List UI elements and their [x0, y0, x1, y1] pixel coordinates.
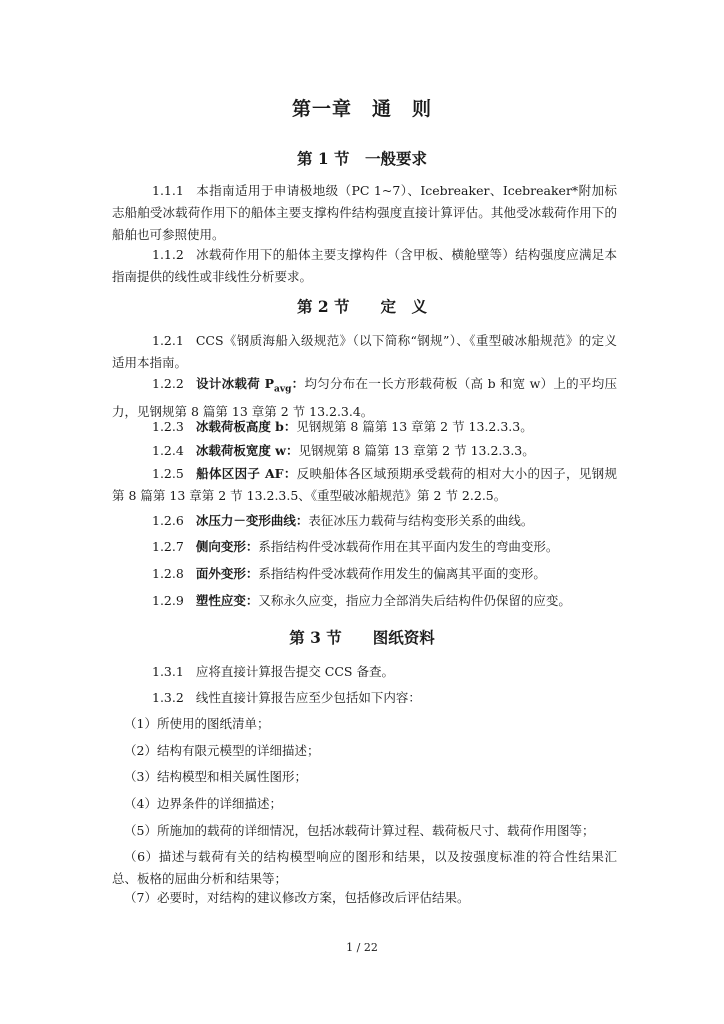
- term-colon: ：: [245, 539, 259, 554]
- list-item: （1）所使用的图纸清单；: [124, 716, 270, 731]
- clause-text: 见钢规第 8 篇第 13 章第 2 节 13.2.3.3。: [298, 443, 535, 458]
- clause-number: 1.2.2: [152, 376, 184, 391]
- paragraph-1-2-8: [112, 563, 617, 585]
- section-heading-3: 第 3 节 图纸资料: [289, 628, 435, 647]
- clause-number: 1.2.6: [152, 513, 184, 528]
- term-colon: ：: [245, 566, 259, 581]
- paragraph-1-3-1: [112, 661, 617, 683]
- list-item: （7）必要时，对结构的建议修改方案，包括修改后评估结果。: [124, 890, 470, 905]
- clause-text: 应将直接计算报告提交 CCS 备查。: [195, 664, 394, 679]
- paragraph-1-1-2: [112, 244, 617, 288]
- term-colon: ：: [291, 376, 305, 391]
- section-heading-1: 第 1 节 一般要求: [296, 149, 428, 168]
- term-colon: ：: [245, 593, 259, 608]
- list-item: （2）结构有限元模型的详细描述；: [124, 743, 320, 758]
- term: 冰载荷板宽度 w: [195, 443, 286, 458]
- clause-text: 线性直接计算报告应至少包括如下内容：: [195, 690, 421, 705]
- clause-text: 见钢规第 8 篇第 13 章第 2 节 13.2.3.3。: [296, 419, 533, 434]
- clause-text: 又称永久应变，指应力全部消失后结构件仍保留的应变。: [258, 593, 571, 608]
- clause-text: 系指结构件受冰载荷作用发生的偏离其平面的变形。: [258, 566, 546, 581]
- term-colon: ：: [283, 419, 297, 434]
- clause-number: 1.1.1: [152, 183, 184, 198]
- clause-text: 本指南适用于申请极地级（PC 1~7）、Icebreaker、Icebreaker*附加标志船舶受冰载荷作用下的船体主要支撑构件结构强度直接计算评估。其他受冰载荷作用下的船舶也可参照使用。: [112, 183, 617, 242]
- paragraph-1-2-3: [112, 416, 617, 438]
- clause-number: 1.2.3: [152, 419, 184, 434]
- clause-number: 1.2.1: [152, 333, 184, 348]
- clause-text: 冰载荷作用下的船体主要支撑构件（含甲板、横舱壁等）结构强度应满足本指南提供的线性或非线性分析要求。: [112, 247, 617, 284]
- clause-number: 1.2.5: [152, 466, 184, 481]
- list-item: （4）边界条件的详细描述；: [124, 796, 282, 811]
- paragraph-1-2-6: [112, 510, 617, 532]
- term-colon: ：: [285, 443, 299, 458]
- clause-number: 1.3.1: [152, 664, 184, 679]
- term: 侧向变形: [195, 539, 246, 554]
- clause-number: 1.2.4: [152, 443, 184, 458]
- paragraph-1-2-9: [112, 590, 617, 612]
- clause-text: 系指结构件受冰载荷作用在其平面内发生的弯曲变形。: [258, 539, 559, 554]
- list-item: （6）描述与载荷有关的结构模型响应的图形和结果，以及按强度标准的符合性结果汇总、板格的屈曲分析和结果等；: [112, 849, 617, 886]
- term: 面外变形: [195, 566, 246, 581]
- term-colon: ：: [283, 466, 297, 481]
- page-number: 1 / 22: [346, 941, 378, 954]
- term-colon: ：: [295, 513, 309, 528]
- term: 冰载荷板高度 b: [195, 419, 284, 434]
- clause-text: 反映船体各区域预期承受载荷的相对大小的因子，见钢规第 8 篇第 13 章第 2 节 13.2.3.5、《重型破冰船规范》第 2 节 2.2.5。: [112, 466, 617, 503]
- clause-number: 1.2.8: [152, 566, 184, 581]
- paragraph-1-1-1: [112, 180, 617, 246]
- paragraph-1-2-5: [112, 463, 617, 507]
- clause-number: 1.1.2: [152, 247, 184, 262]
- clause-text: 均匀分布在一长方形载荷板（高 b 和宽 w）上的平均压力，见钢规第 8 篇第 13 章第 2 节 13.2.3.4。: [112, 376, 617, 419]
- list-item: （3）结构模型和相关属性图形；: [124, 769, 307, 784]
- section-heading-2: 第 2 节 定 义: [296, 297, 428, 316]
- paragraph-1-2-4: [112, 440, 617, 462]
- paragraph-1-2-1: [112, 330, 617, 374]
- clause-number: 1.2.7: [152, 539, 184, 554]
- clause-number: 1.2.9: [152, 593, 184, 608]
- paragraph-1-3-2: [112, 687, 617, 709]
- clause-text: 表征冰压力载荷与结构变形关系的曲线。: [308, 513, 534, 528]
- paragraph-1-2-7: [112, 536, 617, 558]
- term: 塑性应变: [195, 593, 246, 608]
- clause-number: 1.3.2: [152, 690, 184, 705]
- chapter-title: 第一章 通 则: [291, 98, 432, 120]
- term: 设计冰载荷 P: [195, 376, 275, 391]
- clause-text: CCS《钢质海船入级规范》（以下简称“钢规”）、《重型破冰船规范》的定义适用本指南。: [112, 333, 617, 370]
- list-item: （5）所施加的载荷的详细情况，包括冰载荷计算过程、载荷板尺寸、载荷作用图等；: [124, 823, 595, 838]
- term: 船体区因子 AF: [195, 466, 284, 481]
- term-subscript: avg: [274, 384, 292, 395]
- term: 冰压力－变形曲线: [195, 513, 296, 528]
